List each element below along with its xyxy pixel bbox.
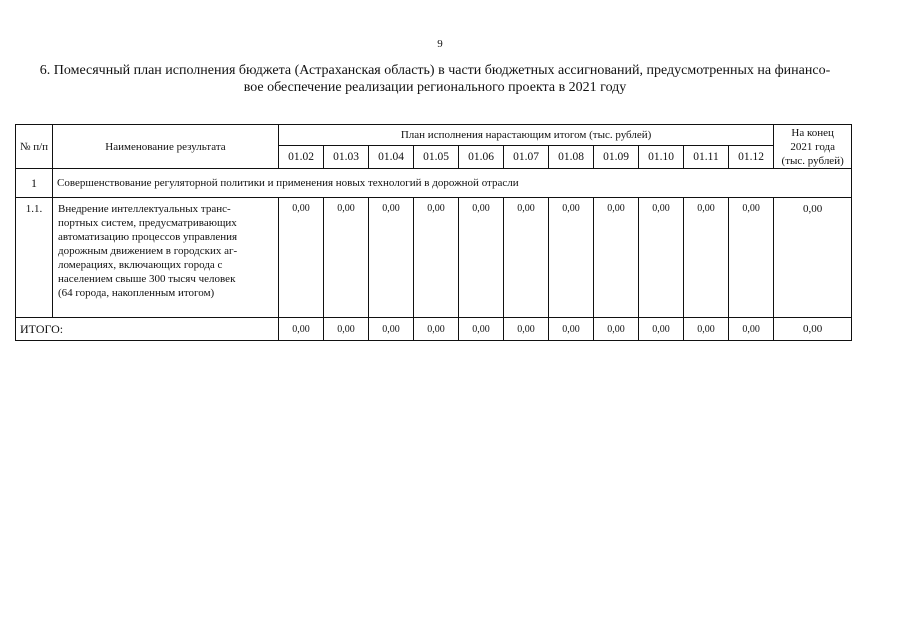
total-row — [16, 318, 852, 341]
row-name-line: дорожным движением в городских аг- — [58, 245, 238, 257]
total-month-value: 0,00 — [729, 318, 774, 341]
total-month-value: 0,00 — [324, 318, 369, 341]
total-month-value: 0,00 — [459, 318, 504, 341]
row-month-value: 0,00 — [369, 198, 414, 318]
row-name-line: портных систем, предусматривающих — [58, 217, 237, 229]
month-header: 01.11 — [684, 146, 729, 169]
page-number: 9 — [437, 38, 443, 50]
month-header: 01.09 — [594, 146, 639, 169]
month-header: 01.04 — [369, 146, 414, 169]
row-name-line: ломерациях, включающих города с — [58, 259, 223, 271]
row-month-value: 0,00 — [324, 198, 369, 318]
row-month-value: 0,00 — [639, 198, 684, 318]
row-month-value: 0,00 — [594, 198, 639, 318]
row-name-line: автоматизацию процессов управления — [58, 231, 238, 243]
row-name-line: Внедрение интеллектуальных транс- — [58, 203, 231, 215]
header-plan: План исполнения нарастающим итогом (тыс. рублей) — [279, 125, 774, 146]
row-month-value: 0,00 — [729, 198, 774, 318]
total-month-value: 0,00 — [369, 318, 414, 341]
month-header: 01.03 — [324, 146, 369, 169]
total-year-end-value: 0,00 — [774, 318, 852, 341]
row-month-value: 0,00 — [279, 198, 324, 318]
header-result-name: Наименование результата — [53, 125, 279, 169]
header-year-end-line-2: 2021 года — [790, 140, 835, 153]
total-month-value: 0,00 — [684, 318, 729, 341]
total-month-value: 0,00 — [504, 318, 549, 341]
row-name-line: населением свыше 300 тысяч человек — [58, 273, 236, 285]
row-name-line: (64 города, накопленным итогом) — [58, 287, 215, 299]
header-year-end — [774, 125, 852, 169]
month-header: 01.05 — [414, 146, 459, 169]
total-month-value: 0,00 — [639, 318, 684, 341]
total-month-value: 0,00 — [279, 318, 324, 341]
document-title — [20, 62, 850, 96]
row-number: 1.1. — [16, 198, 53, 318]
table-row — [16, 198, 852, 318]
month-header: 01.12 — [729, 146, 774, 169]
month-header: 01.07 — [504, 146, 549, 169]
row-month-value: 0,00 — [504, 198, 549, 318]
total-month-value: 0,00 — [414, 318, 459, 341]
section-row — [16, 169, 852, 198]
month-header: 01.02 — [279, 146, 324, 169]
total-label: ИТОГО: — [16, 318, 279, 341]
section-title: Совершенствование регуляторной политики и применения новых технологий в дорожной отрасли — [53, 169, 852, 198]
header-year-end-line-1: На конец — [791, 126, 834, 139]
header-year-end-line-3: (тыс. рублей) — [781, 154, 844, 167]
total-month-value: 0,00 — [549, 318, 594, 341]
row-month-value: 0,00 — [549, 198, 594, 318]
header-number: № п/п — [16, 125, 53, 169]
row-month-value: 0,00 — [684, 198, 729, 318]
month-header: 01.06 — [459, 146, 504, 169]
row-month-value: 0,00 — [414, 198, 459, 318]
budget-plan-table — [15, 124, 852, 341]
month-header: 01.08 — [549, 146, 594, 169]
row-result-name — [53, 198, 279, 318]
total-month-value: 0,00 — [594, 318, 639, 341]
month-header: 01.10 — [639, 146, 684, 169]
title-line-2: вое обеспечение реализации регионального проекта в 2021 году — [243, 80, 627, 95]
row-year-end-value: 0,00 — [774, 198, 852, 318]
row-month-value: 0,00 — [459, 198, 504, 318]
title-line-1: 6. Помесячный план исполнения бюджета (Астраханская область) в части бюджетных ассигнований, предусмотренных на финансо- — [39, 63, 831, 78]
section-number: 1 — [16, 169, 53, 198]
